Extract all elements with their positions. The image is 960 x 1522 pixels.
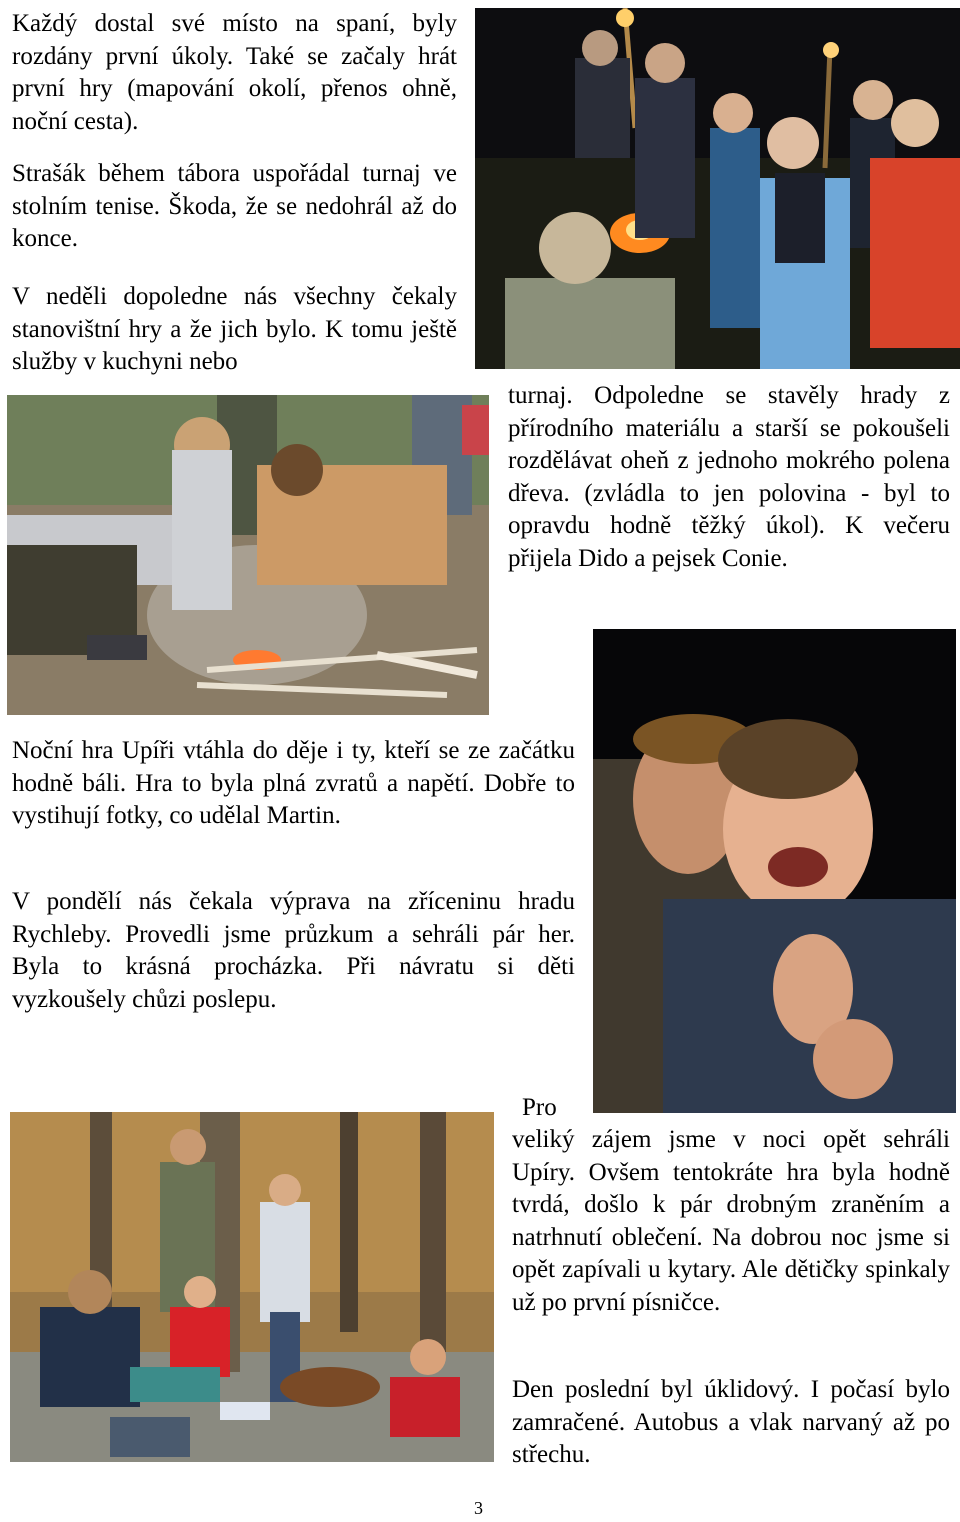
paragraph-sunday: V neděli dopoledne nás všechny čekaly stanovištní hry a že jich bylo. K tomu ještě služby v kuchyni nebo <box>12 283 457 375</box>
paragraph-night-game: Noční hra Upíři vtáhla do děje i ty, kteří se ze začátku hodně báli. Hra to byla plná zvratů a napětí. Dobře to vystihují fotky, co udělal Martin. <box>12 737 575 829</box>
paragraph-vampires: veliký zájem jsme v noci opět sehráli Upíry. Ovšem tentokráte hra byla hodně tvrdá, došlo k pár drobným zraněním a natrhnutí oblečení. Na dobrou noc jsme si opět zapívali u kytary. Ale dětičky spinkaly už po první písničce. <box>512 1126 950 1316</box>
paragraph-monday-trip: V pondělí nás čekala výprava na zříceninu hradu Rychleby. Provedli jsme průzkum a sehráli pár her. Byla to krásná procházka. Při návratu si děti vyzkoušely chůzi poslepu. <box>12 888 575 1013</box>
photo-night-torches <box>475 8 960 369</box>
page-number: 3 <box>474 1498 483 1518</box>
paragraph-arrival: Každý dostal své místo na spaní, byly rozdány první úkoly. Také se začaly hrát první hry (mapování okolí, přenos ohně, noční cesta). <box>12 10 457 135</box>
paragraph-table-tennis: Strašák během tábora uspořádal turnaj ve stolním tenise. Škoda, že se nedohrál až do konce. <box>12 160 457 252</box>
paragraph-last-day: Den poslední byl úklidový. I počasí bylo zamračené. Autobus a vlak narvaný až po střechu. <box>512 1376 950 1468</box>
photo-vampire-game <box>593 629 956 1113</box>
photo-fire-making <box>7 395 489 715</box>
paragraph-vampires-start: Pro <box>522 1094 557 1121</box>
paragraph-sunday-afternoon: turnaj. Odpoledne se stavěly hrady z přírodního materiálu a starší se pokoušeli rozdělávat oheň z jednoho mokrého polena dřeva. (zvládla to jen polovina - byl to opravdu hodně těžký úkol). K večeru přijela Dido a pejsek Conie. <box>508 382 950 572</box>
photo-group-hike <box>10 1112 494 1462</box>
